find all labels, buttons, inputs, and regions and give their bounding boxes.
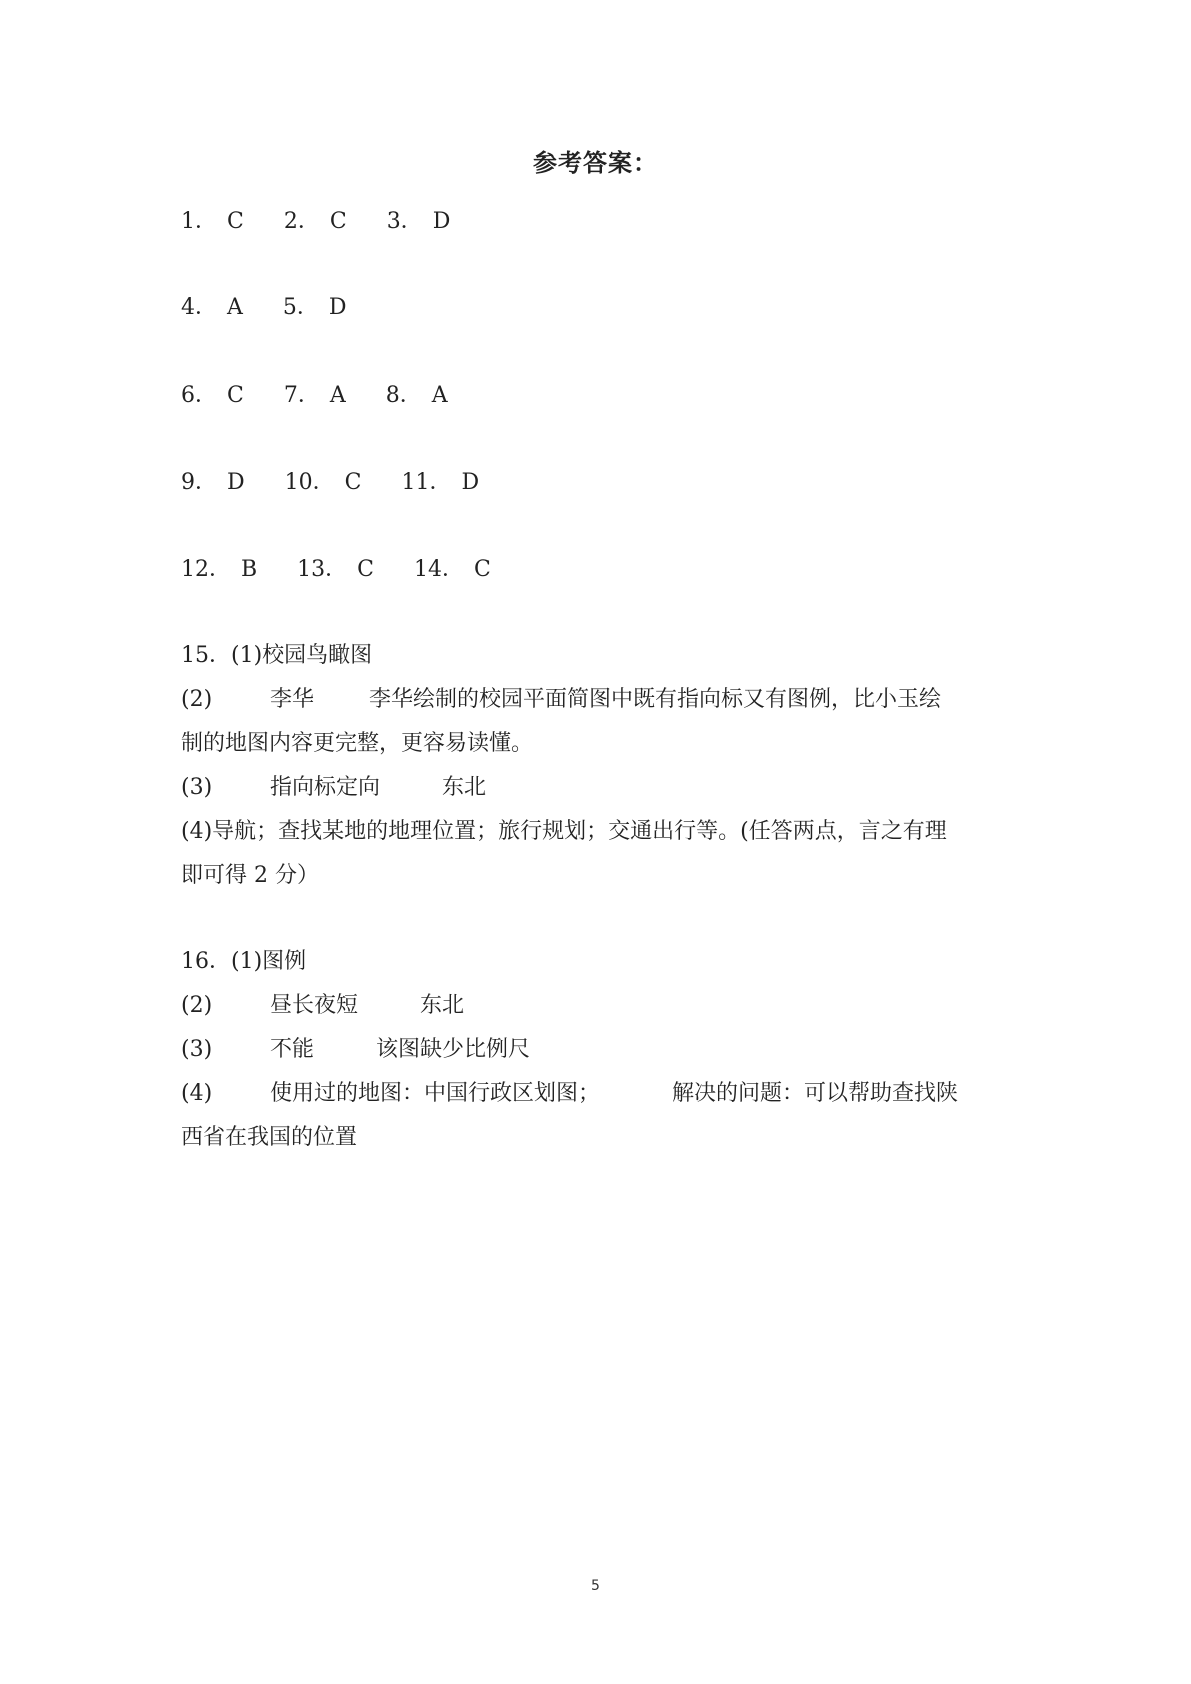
question-number: 13． [297, 557, 348, 582]
q15-part4-continued: 即可得 2 分） [181, 863, 319, 888]
mc-row [181, 552, 531, 583]
question-number: 4． [181, 295, 217, 320]
answer-letter: C [227, 383, 244, 408]
question-number: 2． [283, 209, 320, 234]
answer-letter: C [474, 557, 491, 582]
q16-part2-answer-a: 昼长夜短 [270, 993, 359, 1018]
mc-answer-item [181, 290, 243, 321]
question-number: 1． [181, 209, 217, 234]
question-number: 14． [414, 557, 465, 582]
q16-part3-answer-a: 不能 [270, 1037, 315, 1062]
q15-part2-label: (2) [181, 687, 213, 712]
q16-part4 [181, 1076, 958, 1107]
q16-part4-continued: 西省在我国的位置 [181, 1125, 358, 1150]
mc-row [181, 378, 488, 409]
question-number: 9． [181, 470, 217, 495]
question-number: 10． [284, 470, 335, 495]
mc-row [181, 465, 519, 496]
q15-part2-continued: 制的地图内容更完整，更容易读懂。 [181, 731, 534, 756]
answer-letter: C [329, 209, 347, 234]
mc-answer-item [414, 552, 491, 583]
q16-part2-label: (2) [181, 993, 213, 1018]
answer-letter: D [227, 470, 245, 495]
answer-letter: C [357, 557, 375, 582]
page-number: 5 [591, 1578, 600, 1594]
q16-part1: 16．(1)图例 [181, 949, 307, 974]
q15-part3-answer-b: 东北 [442, 775, 487, 800]
mc-answer-item [297, 552, 374, 583]
question-number: 7． [283, 383, 320, 408]
q16-part4-answer-a: 使用过的地图：中国行政区划图； [270, 1081, 601, 1106]
answer-letter: C [227, 209, 244, 234]
answer-letter: D [328, 295, 347, 320]
question-number: 6． [181, 383, 217, 408]
answer-letter: B [241, 557, 258, 582]
q16-part3-answer-b: 该图缺少比例尺 [376, 1037, 531, 1062]
question-number: 3． [386, 209, 423, 234]
mc-answer-item [386, 378, 448, 409]
answer-letter: A [329, 383, 346, 408]
answer-letter: D [461, 470, 480, 495]
answer-letter: A [227, 295, 243, 320]
q15-part1: 15．(1)校园鸟瞰图 [181, 643, 373, 668]
mc-answer-item [401, 465, 479, 496]
q16-part4-label: (4) [181, 1081, 213, 1106]
q16-part2-answer-b: 东北 [420, 993, 465, 1018]
q16-part3-label: (3) [181, 1037, 213, 1062]
mc-answer-item [387, 204, 451, 235]
question-number: 11． [401, 470, 452, 495]
question-number: 5． [282, 295, 319, 320]
mc-answer-item [284, 378, 346, 409]
mc-answer-item [181, 378, 244, 409]
mc-answer-item [284, 204, 347, 235]
mc-answer-item [283, 290, 347, 321]
q15-part3-label: (3) [181, 775, 213, 800]
mc-row [181, 290, 387, 321]
q15-part2-answer: 李华 [270, 687, 315, 712]
question-number: 12． [181, 557, 231, 582]
q15-part3 [181, 770, 486, 801]
question-number: 8． [385, 383, 422, 408]
q16-part4-answer-b: 解决的问题：可以帮助查找陕 [672, 1081, 959, 1106]
q16-part3 [181, 1032, 530, 1063]
mc-answer-item [181, 465, 245, 496]
q16-part2 [181, 988, 464, 1019]
page-title: 参考答案： [533, 148, 658, 177]
mc-answer-item [181, 204, 244, 235]
answer-letter: C [344, 470, 362, 495]
q15-part4: (4)导航；查找某地的地理位置；旅行规划；交通出行等。(任答两点，言之有理 [181, 819, 947, 844]
q15-part3-answer-a: 指向标定向 [270, 775, 381, 800]
answer-letter: D [432, 209, 451, 234]
q15-part2 [181, 682, 941, 713]
answer-letter: A [431, 383, 448, 408]
mc-answer-item [181, 552, 257, 583]
mc-row [181, 204, 490, 235]
q15-part2-reason: 李华绘制的校园平面简图中既有指向标又有图例，比小玉绘 [369, 687, 942, 712]
mc-answer-item [285, 465, 362, 496]
